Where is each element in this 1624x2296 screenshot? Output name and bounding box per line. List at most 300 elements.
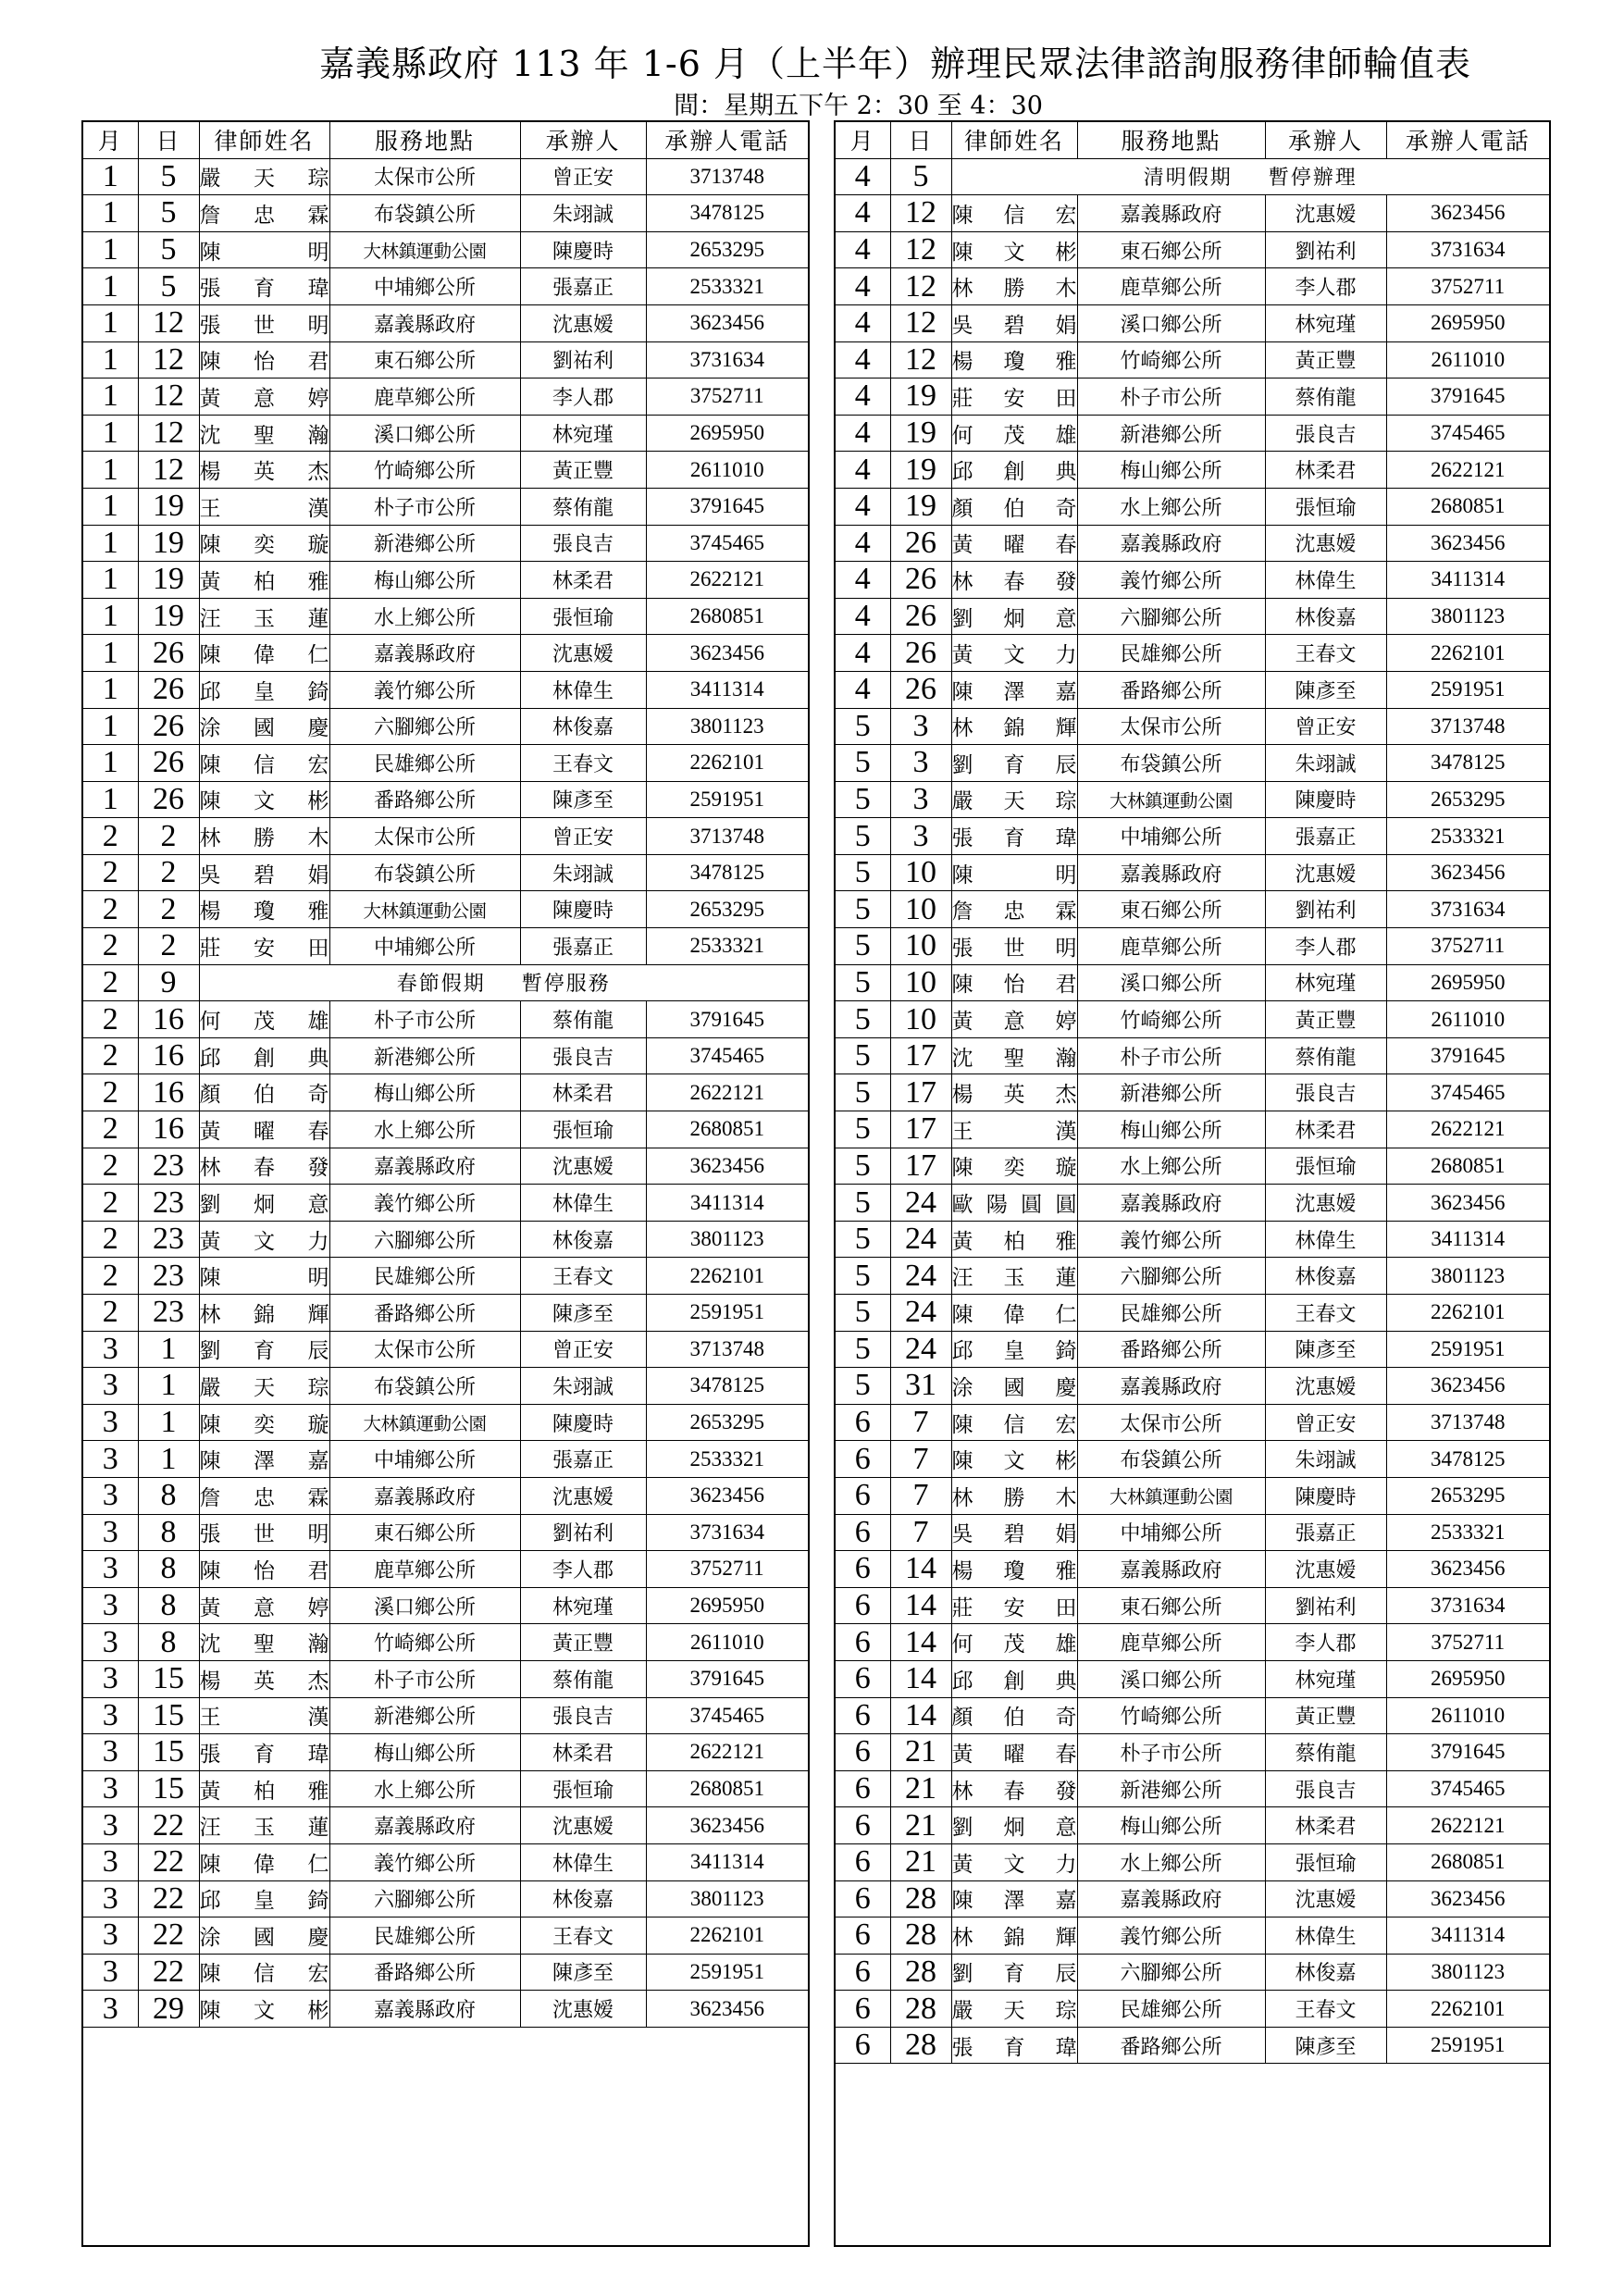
handler-cell: 蔡侑龍 — [1265, 1037, 1386, 1074]
handler-phone-cell: 3623456 — [1386, 854, 1549, 891]
month-cell: 5 — [836, 745, 890, 782]
month-cell: 1 — [83, 598, 138, 635]
month-cell: 5 — [836, 781, 890, 818]
holiday-row — [836, 158, 1549, 195]
handler-cell: 朱翊誠 — [520, 854, 646, 891]
day-cell: 22 — [138, 1843, 199, 1880]
handler-phone-cell: 3623456 — [646, 635, 808, 672]
handler-cell: 曾正安 — [520, 158, 646, 195]
month-cell: 3 — [83, 1697, 138, 1734]
day-cell: 22 — [138, 1807, 199, 1844]
handler-cell: 張恒瑜 — [520, 598, 646, 635]
service-location-cell: 竹崎鄉公所 — [329, 452, 520, 489]
handler-phone-cell: 2622121 — [1386, 1111, 1549, 1148]
table-row — [83, 1770, 808, 1807]
handler-phone-cell: 2653295 — [646, 231, 808, 268]
table-row — [836, 1441, 1549, 1478]
service-location-cell: 大林鎮運動公園 — [329, 231, 520, 268]
day-cell: 2 — [138, 818, 199, 855]
handler-phone-cell: 3713748 — [1386, 1404, 1549, 1441]
month-cell: 6 — [836, 1587, 890, 1624]
table-row — [836, 2027, 1549, 2064]
table-row — [836, 1295, 1549, 1332]
service-location-cell: 中埔鄉公所 — [329, 928, 520, 965]
service-location-cell: 番路鄉公所 — [1077, 1331, 1265, 1368]
lawyer-name-cell: 陳怡君 — [199, 1551, 329, 1588]
service-location-cell: 嘉義縣政府 — [1077, 1551, 1265, 1588]
holiday-notice: 清明假期 暫停辦理 — [951, 158, 1549, 195]
day-cell: 19 — [890, 488, 951, 525]
service-location-cell: 嘉義縣政府 — [1077, 195, 1265, 232]
handler-phone-cell: 2533321 — [1386, 1514, 1549, 1551]
lawyer-name-cell: 涂國慶 — [199, 708, 329, 745]
handler-phone-cell: 3791645 — [646, 1660, 808, 1697]
table-row — [83, 1660, 808, 1697]
header-day: 日 — [890, 122, 951, 158]
lawyer-name-cell: 何茂雄 — [951, 1624, 1077, 1661]
schedule-rows-left — [83, 158, 808, 2027]
month-cell: 5 — [836, 891, 890, 928]
handler-phone-cell: 3713748 — [646, 818, 808, 855]
table-row — [83, 1441, 808, 1478]
day-cell: 24 — [890, 1295, 951, 1332]
service-location-cell: 朴子市公所 — [329, 1001, 520, 1038]
table-row — [836, 1001, 1549, 1038]
handler-phone-cell: 3745465 — [646, 1697, 808, 1734]
header-handler: 承辦人 — [520, 122, 646, 158]
handler-cell: 林柔君 — [520, 1074, 646, 1111]
lawyer-name-cell: 張育瑋 — [199, 1734, 329, 1771]
month-cell: 4 — [836, 195, 890, 232]
service-location-cell: 嘉義縣政府 — [329, 1991, 520, 2028]
table-row — [83, 1587, 808, 1624]
day-cell: 28 — [890, 1954, 951, 1991]
handler-phone-cell: 2262101 — [646, 1917, 808, 1955]
month-cell: 1 — [83, 781, 138, 818]
month-cell: 3 — [83, 1551, 138, 1588]
handler-cell: 黃正豐 — [1265, 341, 1386, 379]
handler-cell: 黃正豐 — [520, 452, 646, 489]
lawyer-name-cell: 涂國慶 — [199, 1917, 329, 1955]
table-row — [836, 1074, 1549, 1111]
month-cell: 3 — [83, 1734, 138, 1771]
lawyer-name-cell: 陳信宏 — [951, 1404, 1077, 1441]
table-row — [83, 1221, 808, 1258]
handler-phone-cell: 2262101 — [1386, 1991, 1549, 2028]
lawyer-name-cell: 林春發 — [951, 562, 1077, 599]
month-cell: 2 — [83, 818, 138, 855]
day-cell: 12 — [138, 304, 199, 341]
handler-phone-cell: 2695950 — [1386, 964, 1549, 1001]
day-cell: 21 — [890, 1770, 951, 1807]
handler-cell: 陳慶時 — [520, 1404, 646, 1441]
service-location-cell: 嘉義縣政府 — [329, 1477, 520, 1514]
handler-cell: 沈惠嫒 — [1265, 1880, 1386, 1917]
day-cell: 7 — [890, 1441, 951, 1478]
day-cell: 12 — [138, 415, 199, 452]
lawyer-name-cell: 劉育辰 — [951, 1954, 1077, 1991]
lawyer-name-cell: 莊安田 — [951, 1587, 1077, 1624]
handler-cell: 曾正安 — [1265, 1404, 1386, 1441]
table-row — [836, 304, 1549, 341]
handler-phone-cell: 2591951 — [646, 1295, 808, 1332]
day-cell: 10 — [890, 928, 951, 965]
handler-phone-cell: 3731634 — [1386, 231, 1549, 268]
lawyer-name-cell: 何茂雄 — [951, 415, 1077, 452]
service-location-cell: 朴子市公所 — [329, 1660, 520, 1697]
service-location-cell: 梅山鄉公所 — [329, 1074, 520, 1111]
month-cell: 1 — [83, 488, 138, 525]
handler-phone-cell: 3745465 — [1386, 1770, 1549, 1807]
lawyer-name-cell: 陳文彬 — [199, 781, 329, 818]
handler-cell: 張嘉正 — [520, 268, 646, 305]
document-title: 嘉義縣政府 113 年 1-6 月（上半年）辦理民眾法律諮詢服務律師輪值表 — [318, 43, 1472, 84]
day-cell: 2 — [138, 928, 199, 965]
handler-phone-cell: 3801123 — [646, 708, 808, 745]
handler-phone-cell: 3791645 — [646, 1001, 808, 1038]
table-row — [836, 562, 1549, 599]
table-row — [836, 635, 1549, 672]
lawyer-name-cell: 林錦輝 — [199, 1295, 329, 1332]
service-location-cell: 竹崎鄉公所 — [1077, 341, 1265, 379]
month-cell: 1 — [83, 379, 138, 416]
service-location-cell: 布袋鎮公所 — [329, 195, 520, 232]
handler-phone-cell: 3731634 — [1386, 1587, 1549, 1624]
lawyer-name-cell: 林春發 — [199, 1148, 329, 1185]
table-row — [83, 268, 808, 305]
schedule-table-apr-jun — [836, 122, 1549, 2064]
lawyer-name-cell: 王漢 — [951, 1111, 1077, 1148]
month-cell: 3 — [83, 1368, 138, 1405]
lawyer-name-cell: 陳奕璇 — [951, 1148, 1077, 1185]
day-cell: 19 — [138, 562, 199, 599]
month-cell: 1 — [83, 304, 138, 341]
month-cell: 2 — [83, 964, 138, 1001]
month-cell: 6 — [836, 1880, 890, 1917]
day-cell: 12 — [890, 195, 951, 232]
table-row — [836, 1111, 1549, 1148]
month-cell: 6 — [836, 1551, 890, 1588]
handler-phone-cell: 3731634 — [1386, 891, 1549, 928]
handler-phone-cell: 3801123 — [1386, 598, 1549, 635]
handler-cell: 林俊嘉 — [520, 708, 646, 745]
handler-phone-cell: 2653295 — [1386, 781, 1549, 818]
handler-cell: 陳彥至 — [1265, 1331, 1386, 1368]
handler-cell: 劉祐利 — [520, 1514, 646, 1551]
handler-phone-cell: 2680851 — [646, 1111, 808, 1148]
handler-cell: 林偉生 — [520, 1843, 646, 1880]
lawyer-name-cell: 陳怡君 — [951, 964, 1077, 1001]
header-handler-phone: 承辦人電話 — [1386, 122, 1549, 158]
handler-cell: 陳彥至 — [520, 781, 646, 818]
table-row — [83, 1001, 808, 1038]
table-row — [83, 488, 808, 525]
month-cell: 5 — [836, 928, 890, 965]
month-cell: 1 — [83, 341, 138, 379]
handler-phone-cell: 2695950 — [646, 1587, 808, 1624]
day-cell: 23 — [138, 1258, 199, 1295]
service-location-cell: 嘉義縣政府 — [1077, 1880, 1265, 1917]
month-cell: 5 — [836, 964, 890, 1001]
lawyer-name-cell: 陳偉仁 — [199, 635, 329, 672]
header-month: 月 — [836, 122, 890, 158]
lawyer-name-cell: 陳怡君 — [199, 341, 329, 379]
service-location-cell: 梅山鄉公所 — [329, 562, 520, 599]
day-cell: 21 — [890, 1807, 951, 1844]
lawyer-name-cell: 汪玉蓮 — [199, 598, 329, 635]
service-location-cell: 竹崎鄉公所 — [1077, 1001, 1265, 1038]
month-cell: 6 — [836, 1697, 890, 1734]
table-row — [836, 1660, 1549, 1697]
handler-cell: 沈惠嫒 — [1265, 1185, 1386, 1222]
table-row — [83, 1624, 808, 1661]
day-cell: 24 — [890, 1221, 951, 1258]
month-cell: 6 — [836, 1624, 890, 1661]
lawyer-name-cell: 黃文力 — [199, 1221, 329, 1258]
table-row — [836, 745, 1549, 782]
handler-cell: 林俊嘉 — [520, 1880, 646, 1917]
month-cell: 2 — [83, 1258, 138, 1295]
service-location-cell: 新港鄉公所 — [1077, 415, 1265, 452]
table-row — [83, 1514, 808, 1551]
handler-phone-cell: 2611010 — [646, 1624, 808, 1661]
lawyer-name-cell: 邱皇錡 — [199, 671, 329, 708]
day-cell: 10 — [890, 1001, 951, 1038]
handler-phone-cell: 3731634 — [646, 1514, 808, 1551]
service-location-cell: 鹿草鄉公所 — [1077, 268, 1265, 305]
day-cell: 12 — [890, 341, 951, 379]
table-row — [83, 781, 808, 818]
table-row — [83, 1295, 808, 1332]
month-cell: 6 — [836, 1477, 890, 1514]
day-cell: 26 — [890, 525, 951, 562]
table-row — [83, 525, 808, 562]
service-location-cell: 鹿草鄉公所 — [1077, 1624, 1265, 1661]
day-cell: 14 — [890, 1551, 951, 1588]
table-row — [836, 379, 1549, 416]
handler-phone-cell: 2622121 — [646, 562, 808, 599]
table-row — [836, 1624, 1549, 1661]
handler-phone-cell: 2591951 — [646, 1954, 808, 1991]
handler-phone-cell: 2533321 — [1386, 818, 1549, 855]
lawyer-name-cell: 詹忠霖 — [199, 195, 329, 232]
table-row — [836, 452, 1549, 489]
handler-phone-cell: 2680851 — [1386, 1148, 1549, 1185]
handler-phone-cell: 3623456 — [1386, 1551, 1549, 1588]
handler-phone-cell: 3623456 — [1386, 1368, 1549, 1405]
table-row — [83, 671, 808, 708]
table-row — [83, 1477, 808, 1514]
handler-phone-cell: 2262101 — [1386, 1295, 1549, 1332]
service-location-cell: 嘉義縣政府 — [329, 304, 520, 341]
service-location-cell: 大林鎮運動公園 — [1077, 781, 1265, 818]
lawyer-name-cell: 張育瑋 — [951, 818, 1077, 855]
lawyer-name-cell: 黃曜春 — [199, 1111, 329, 1148]
day-cell: 23 — [138, 1295, 199, 1332]
table-row — [83, 928, 808, 965]
service-location-cell: 民雄鄉公所 — [329, 1917, 520, 1955]
lawyer-name-cell: 陳明 — [199, 231, 329, 268]
service-location-cell: 中埔鄉公所 — [329, 1441, 520, 1478]
lawyer-name-cell: 劉炯意 — [951, 1807, 1077, 1844]
table-row — [83, 1258, 808, 1295]
service-location-cell: 民雄鄉公所 — [329, 1258, 520, 1295]
day-cell: 16 — [138, 1001, 199, 1038]
handler-cell: 蔡侑龍 — [520, 488, 646, 525]
table-row — [836, 1697, 1549, 1734]
service-location-cell: 六腳鄉公所 — [329, 708, 520, 745]
handler-cell: 張恒瑜 — [1265, 488, 1386, 525]
service-location-cell: 溪口鄉公所 — [329, 1587, 520, 1624]
handler-phone-cell: 3623456 — [646, 1807, 808, 1844]
handler-phone-cell: 2591951 — [646, 781, 808, 818]
service-location-cell: 民雄鄉公所 — [1077, 1295, 1265, 1332]
handler-phone-cell: 2591951 — [1386, 1331, 1549, 1368]
handler-phone-cell: 2622121 — [1386, 452, 1549, 489]
table-row — [83, 415, 808, 452]
month-cell: 1 — [83, 415, 138, 452]
table-row — [83, 1185, 808, 1222]
table-row — [836, 1954, 1549, 1991]
handler-phone-cell: 3745465 — [1386, 1074, 1549, 1111]
handler-phone-cell: 3411314 — [646, 671, 808, 708]
table-row — [836, 1991, 1549, 2028]
service-location-cell: 水上鄉公所 — [1077, 1843, 1265, 1880]
table-row — [83, 1807, 808, 1844]
service-location-cell: 大林鎮運動公園 — [329, 1404, 520, 1441]
month-cell: 4 — [836, 598, 890, 635]
month-cell: 5 — [836, 854, 890, 891]
handler-phone-cell: 3745465 — [646, 525, 808, 562]
lawyer-name-cell: 涂國慶 — [951, 1368, 1077, 1405]
handler-cell: 張恒瑜 — [520, 1111, 646, 1148]
service-location-cell: 竹崎鄉公所 — [1077, 1697, 1265, 1734]
table-row — [83, 818, 808, 855]
lawyer-name-cell: 黃文力 — [951, 635, 1077, 672]
month-cell: 3 — [83, 1770, 138, 1807]
service-location-cell: 新港鄉公所 — [329, 1037, 520, 1074]
table-row — [836, 1185, 1549, 1222]
lawyer-name-cell: 王漢 — [199, 488, 329, 525]
service-location-cell: 番路鄉公所 — [329, 781, 520, 818]
service-location-cell: 六腳鄉公所 — [1077, 1954, 1265, 1991]
handler-phone-cell: 3745465 — [646, 1037, 808, 1074]
handler-cell: 林偉生 — [1265, 1917, 1386, 1955]
handler-phone-cell: 3411314 — [646, 1843, 808, 1880]
table-row — [836, 341, 1549, 379]
lawyer-name-cell: 邱皇錡 — [199, 1880, 329, 1917]
handler-phone-cell: 3411314 — [1386, 562, 1549, 599]
handler-cell: 沈惠嫒 — [520, 304, 646, 341]
handler-phone-cell: 3623456 — [1386, 195, 1549, 232]
handler-phone-cell: 3713748 — [1386, 708, 1549, 745]
handler-cell: 陳彥至 — [520, 1954, 646, 1991]
lawyer-name-cell: 楊英杰 — [951, 1074, 1077, 1111]
handler-cell: 林柔君 — [520, 1734, 646, 1771]
month-cell: 6 — [836, 1770, 890, 1807]
lawyer-name-cell: 林勝木 — [951, 1477, 1077, 1514]
service-location-cell: 義竹鄉公所 — [1077, 562, 1265, 599]
handler-phone-cell: 2680851 — [646, 598, 808, 635]
service-location-cell: 梅山鄉公所 — [329, 1734, 520, 1771]
handler-cell: 劉祐利 — [520, 341, 646, 379]
table-row — [83, 1074, 808, 1111]
service-location-cell: 鹿草鄉公所 — [329, 379, 520, 416]
month-cell: 1 — [83, 635, 138, 672]
day-cell: 23 — [138, 1148, 199, 1185]
handler-cell: 李人郡 — [520, 1551, 646, 1588]
table-row — [836, 1734, 1549, 1771]
handler-phone-cell: 3478125 — [646, 195, 808, 232]
month-cell: 3 — [83, 1441, 138, 1478]
handler-cell: 陳慶時 — [520, 891, 646, 928]
handler-cell: 張良吉 — [1265, 1770, 1386, 1807]
handler-cell: 朱翊誠 — [1265, 1441, 1386, 1478]
handler-cell: 李人郡 — [1265, 928, 1386, 965]
day-cell: 31 — [890, 1368, 951, 1405]
handler-cell: 曾正安 — [1265, 708, 1386, 745]
lawyer-name-cell: 劉炯意 — [951, 598, 1077, 635]
service-location-cell: 民雄鄉公所 — [1077, 635, 1265, 672]
lawyer-name-cell: 詹忠霖 — [199, 1477, 329, 1514]
handler-phone-cell: 2611010 — [1386, 1001, 1549, 1038]
lawyer-name-cell: 邱創典 — [951, 1660, 1077, 1697]
handler-cell: 張恒瑜 — [1265, 1148, 1386, 1185]
table-row — [836, 1404, 1549, 1441]
day-cell: 15 — [138, 1734, 199, 1771]
month-cell: 1 — [83, 671, 138, 708]
month-cell: 3 — [83, 1660, 138, 1697]
lawyer-name-cell: 黃文力 — [951, 1843, 1077, 1880]
lawyer-name-cell: 陳澤嘉 — [199, 1441, 329, 1478]
handler-phone-cell: 3752711 — [1386, 928, 1549, 965]
table-row — [83, 1111, 808, 1148]
handler-cell: 林俊嘉 — [520, 1221, 646, 1258]
month-cell: 3 — [83, 1991, 138, 2028]
table-row — [83, 231, 808, 268]
handler-phone-cell: 2653295 — [646, 891, 808, 928]
handler-cell: 朱翊誠 — [520, 1368, 646, 1405]
handler-phone-cell: 2262101 — [646, 1258, 808, 1295]
month-cell: 4 — [836, 415, 890, 452]
table-row — [83, 1843, 808, 1880]
handler-phone-cell: 3713748 — [646, 1331, 808, 1368]
lawyer-name-cell: 黃柏雅 — [951, 1221, 1077, 1258]
lawyer-name-cell: 汪玉蓮 — [199, 1807, 329, 1844]
lawyer-name-cell: 黃意婷 — [199, 1587, 329, 1624]
handler-cell: 張良吉 — [520, 525, 646, 562]
month-cell: 3 — [83, 1331, 138, 1368]
handler-cell: 林柔君 — [1265, 1807, 1386, 1844]
handler-cell: 沈惠嫒 — [1265, 1368, 1386, 1405]
month-cell: 6 — [836, 1404, 890, 1441]
handler-cell: 林俊嘉 — [1265, 598, 1386, 635]
day-cell: 26 — [138, 708, 199, 745]
header-handler-phone: 承辦人電話 — [646, 122, 808, 158]
lawyer-name-cell: 陳明 — [199, 1258, 329, 1295]
service-location-cell: 朴子市公所 — [329, 488, 520, 525]
handler-phone-cell: 3411314 — [646, 1185, 808, 1222]
service-location-cell: 太保市公所 — [329, 1331, 520, 1368]
service-location-cell: 民雄鄉公所 — [1077, 1991, 1265, 2028]
lawyer-name-cell: 嚴天琮 — [199, 158, 329, 195]
handler-cell: 沈惠嫒 — [1265, 854, 1386, 891]
service-location-cell: 嘉義縣政府 — [329, 1807, 520, 1844]
table-row — [83, 635, 808, 672]
day-cell: 26 — [138, 635, 199, 672]
handler-phone-cell: 2591951 — [1386, 2027, 1549, 2064]
handler-cell: 陳彥至 — [520, 1295, 646, 1332]
